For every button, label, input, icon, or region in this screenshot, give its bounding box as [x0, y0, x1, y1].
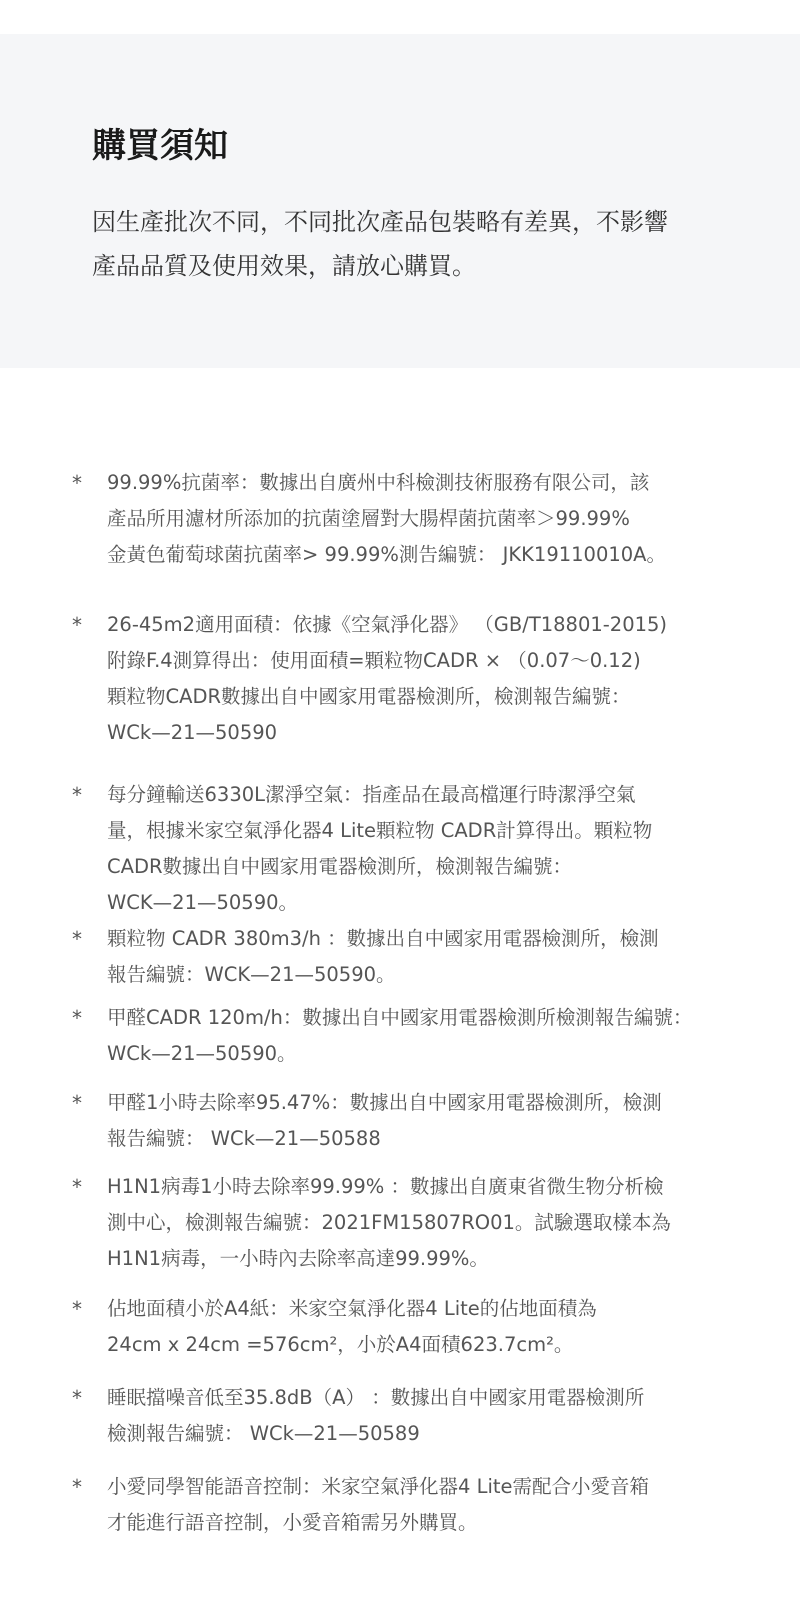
asterisk-icon: * — [72, 783, 82, 807]
footnote-line: 附錄F.4測算得出：使用面積=顆粒物CADR × （0.07～0.12) — [107, 649, 641, 672]
footnote-line: H1N1病毒，一小時內去除率高達99.99%。 — [107, 1247, 489, 1270]
purchase-notice-panel — [0, 34, 800, 368]
footnote-line: WCk—21—50590 — [107, 721, 278, 744]
purchase-notice-line: 產品品質及使用效果，請放心購買。 — [92, 252, 476, 280]
footnote-line: 99.99%抗菌率：數據出自廣州中科檢測技術服務有限公司，該 — [107, 471, 650, 494]
purchase-notice-title: 購買須知 — [92, 126, 228, 166]
footnote-line: 顆粒物 CADR 380m3/h ：數據出自中國家用電器檢測所，檢測 — [107, 927, 659, 950]
asterisk-icon: * — [72, 1006, 82, 1030]
footnote-line: 睡眠擋噪音低至35.8dB（A） ：數據出自中國家用電器檢測所 — [107, 1386, 645, 1409]
footnote-line: 檢測報告編號： WCk—21—50589 — [107, 1422, 420, 1445]
asterisk-icon: * — [72, 1386, 82, 1410]
top-margin — [0, 0, 800, 34]
asterisk-icon: * — [72, 927, 82, 951]
footnote-line: 26-45m2適用面積：依據《空氣淨化器》 （GB/T18801-2015) — [107, 613, 668, 636]
footnote-line: 每分鐘輸送6330L潔淨空氣：指產品在最高檔運行時潔淨空氣 — [107, 783, 636, 806]
purchase-notice-line: 因生產批次不同，不同批次產品包裝略有差異，不影響 — [92, 208, 668, 236]
footnote-line: CADR數據出自中國家用電器檢測所，檢測報告編號： — [107, 855, 573, 878]
footnote-line: 24cm x 24cm =576cm²，小於A4面積623.7cm²。 — [107, 1333, 574, 1356]
asterisk-icon: * — [72, 1297, 82, 1321]
footnote-line: 報告編號： WCk—21—50588 — [107, 1127, 381, 1150]
footnote-line: 報告編號：WCK—21—50590。 — [107, 963, 396, 986]
footnote-line: 才能進行語音控制，小愛音箱需另外購買。 — [107, 1511, 478, 1534]
asterisk-icon: * — [72, 1091, 82, 1115]
footnote-line: 測中心，檢測報告編號：2021FM15807RO01。試驗選取樣本為 — [107, 1211, 671, 1234]
asterisk-icon: * — [72, 471, 82, 495]
footnote-line: H1N1病毒1小時去除率99.99% ：數據出自廣東省微生物分析檢 — [107, 1175, 664, 1198]
footnote-line: 甲醛CADR 120m/h：數據出自中國家用電器檢測所檢測報告編號： — [107, 1006, 693, 1029]
footnote-line: 佔地面積小於A4紙：米家空氣淨化器4 Lite的佔地面積為 — [107, 1297, 597, 1320]
asterisk-icon: * — [72, 613, 82, 637]
footnote-line: 金黃色葡萄球菌抗菌率> 99.99%測告編號： JKK19110010A。 — [107, 543, 667, 566]
footnote-line: WCK—21—50590。 — [107, 891, 299, 914]
footnote-line: 甲醛1小時去除率95.47%：數據出自中國家用電器檢測所，檢測 — [107, 1091, 662, 1114]
asterisk-icon: * — [72, 1175, 82, 1199]
footnote-line: 量，根據米家空氣淨化器4 Lite顆粒物 CADR計算得出。顆粒物 — [107, 819, 653, 842]
footnote-line: 小愛同學智能語音控制：米家空氣淨化器4 Lite需配合小愛音箱 — [107, 1475, 650, 1498]
footnote-line: 顆粒物CADR數據出自中國家用電器檢測所，檢測報告編號： — [107, 685, 631, 708]
purchase-notice-body — [92, 200, 732, 288]
footnote-line: 產品所用濾材所添加的抗菌塗層對大腸桿菌抗菌率＞99.99% — [107, 507, 630, 530]
asterisk-icon: * — [72, 1475, 82, 1499]
footnote-line: WCk—21—50590。 — [107, 1042, 297, 1065]
